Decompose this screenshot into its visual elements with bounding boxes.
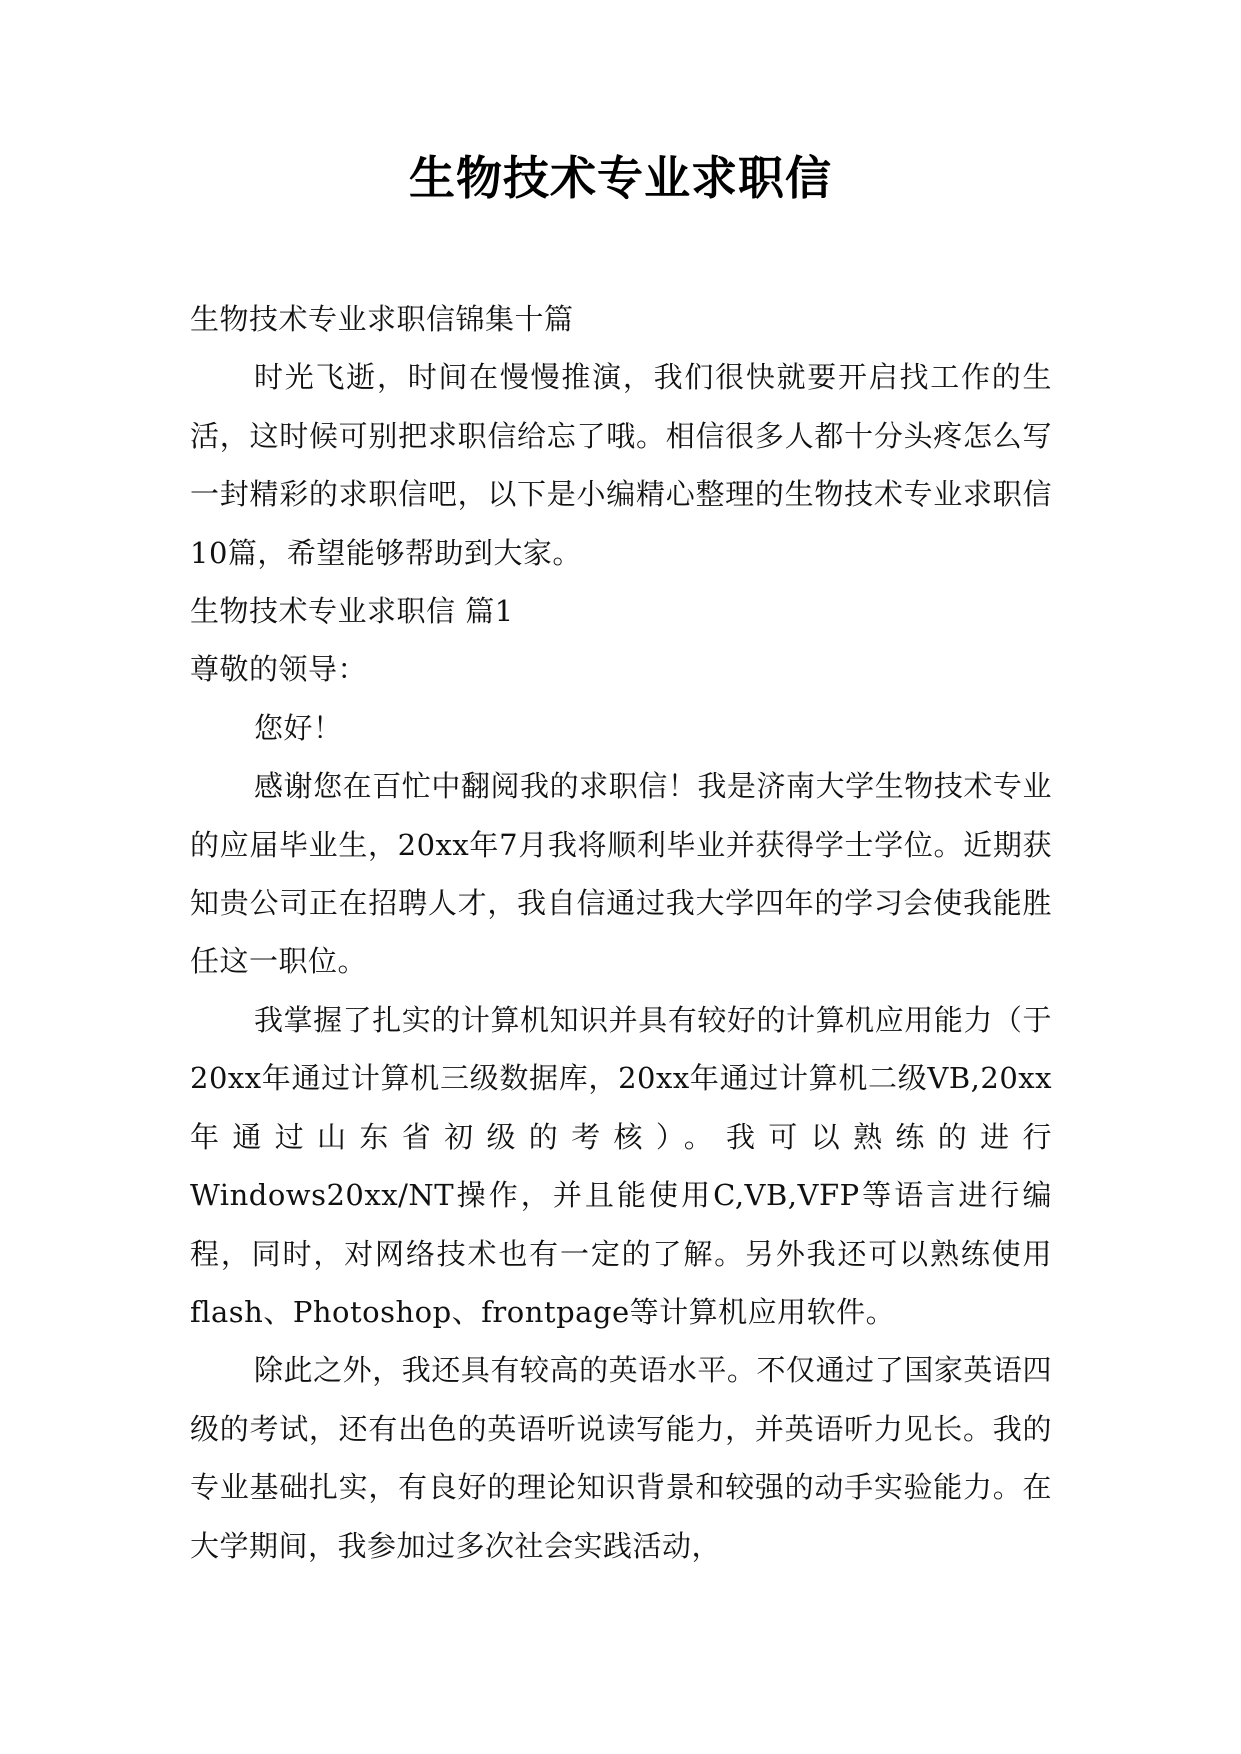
intro-paragraph: 时光飞逝，时间在慢慢推演，我们很快就要开启找工作的生活，这时候可别把求职信给忘了哦。相信很多人都十分头疼怎么写一封精彩的求职信吧，以下是小编精心整理的生物技术专业求职信10篇，希望能够帮助到大家。 bbox=[190, 360, 1052, 570]
document-title: 生物技术专业求职信 bbox=[409, 151, 832, 205]
salutation: 尊敬的领导： bbox=[190, 652, 368, 687]
document-subtitle: 生物技术专业求职信锦集十篇 bbox=[190, 302, 574, 336]
body-paragraph: 感谢您在百忙中翻阅我的求职信！我是济南大学生物技术专业的应届毕业生，20xx年7月我将顺利毕业并获得学士学位。近期获知贵公司正在招聘人才，我自信通过我大学四年的学习会使我能胜任这一职位。 bbox=[190, 769, 1052, 979]
body-paragraph: 我掌握了扎实的计算机知识并具有较好的计算机应用能力（于20xx年通过计算机三级数据库，20xx年通过计算机二级VB,20xx年通过山东省初级的考核）。我可以熟练的进行Windows20xx/NT操作，并且能使用C,VB,VFP等语言进行编程，同时，对网络技术也有一定的了解。另外我还可以熟练使用flash、Photoshop、frontpage等计算机应用软件。 bbox=[190, 1002, 1052, 1329]
greeting: 您好！ bbox=[254, 710, 343, 745]
body-paragraph: 除此之外，我还具有较高的英语水平。不仅通过了国家英语四级的考试，还有出色的英语听说读写能力，并英语听力见长。我的专业基础扎实，有良好的理论知识背景和较强的动手实验能力。在大学期间，我参加过多次社会实践活动， bbox=[190, 1353, 1052, 1563]
document-body bbox=[190, 290, 1052, 1575]
section-heading: 生物技术专业求职信 篇1 bbox=[190, 594, 514, 629]
